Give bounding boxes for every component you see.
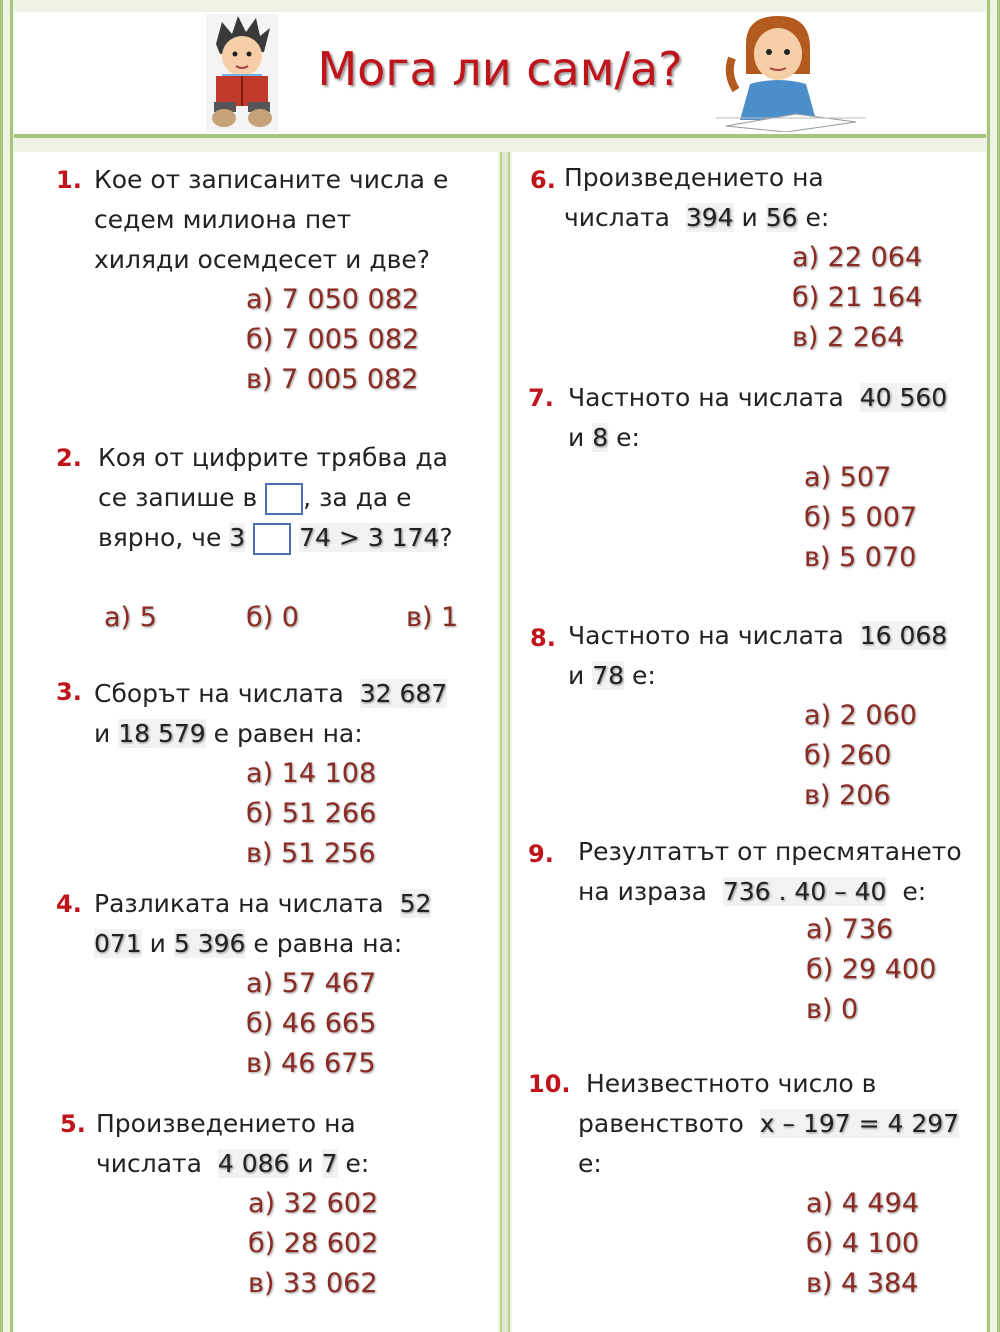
question-text: се запише в <box>98 483 258 512</box>
question-text-line: Произведението на <box>564 163 824 192</box>
question-text: равенството <box>578 1109 744 1138</box>
highlighted-number: 4 086 <box>217 1149 290 1178</box>
question-text-line: Кое от записаните числа е <box>94 165 449 194</box>
answer-option-b[interactable]: б) 0 <box>246 602 299 633</box>
question-text: Сборът на числата <box>94 679 344 708</box>
border-line-left-inner <box>10 0 13 1332</box>
question-text-line: хиляди осемдесет и две? <box>94 245 430 274</box>
question-number: 7. <box>528 384 554 412</box>
answer-option-b[interactable]: б) 5 007 <box>804 502 918 533</box>
question-text-line <box>568 378 947 418</box>
question-text: е: <box>631 661 656 690</box>
question-text-line: седем милиона пет <box>94 205 352 234</box>
answer-option-b[interactable]: б) 46 665 <box>246 1008 377 1039</box>
highlighted-number: 16 068 <box>859 621 948 650</box>
answer-option-b[interactable]: б) 260 <box>804 740 892 771</box>
question-number: 5. <box>60 1110 86 1138</box>
question-text-line <box>578 872 962 912</box>
question-text-line <box>94 924 431 964</box>
question-text-line <box>94 884 431 924</box>
question-8 <box>530 616 982 816</box>
highlighted-number: 3 <box>229 523 246 552</box>
border-line-right-inner <box>987 0 990 1332</box>
question-text: и <box>297 1149 314 1178</box>
answer-box[interactable] <box>253 523 291 555</box>
question-text-line <box>568 418 947 458</box>
highlighted-number: 78 <box>592 661 625 690</box>
border-line-left <box>0 0 3 1332</box>
answer-option-c[interactable]: в) 0 <box>806 994 859 1025</box>
page-title: Мога ли сам/а? <box>317 42 683 96</box>
question-text-line <box>94 674 447 714</box>
highlighted-number: 394 <box>685 203 734 232</box>
answer-option-c[interactable]: в) 5 070 <box>804 542 917 573</box>
highlighted-number: 32 687 <box>359 679 448 708</box>
question-text-line: Неизвестното число в <box>586 1069 877 1098</box>
question-text: е: <box>345 1149 370 1178</box>
question-5 <box>60 1104 496 1304</box>
highlighted-expression: 736 . 40 – 40 <box>722 877 887 906</box>
question-text: и <box>568 661 585 690</box>
question-text-line <box>94 714 447 754</box>
question-number: 10. <box>528 1070 571 1098</box>
highlighted-expression: x – 197 = 4 297 <box>759 1109 960 1138</box>
highlighted-number: 52 <box>399 889 432 918</box>
answer-option-a[interactable]: а) 32 602 <box>248 1188 379 1219</box>
question-text: Частното на числата <box>568 383 844 412</box>
highlighted-number: 071 <box>94 929 142 958</box>
question-text: и <box>149 929 166 958</box>
highlighted-number: 40 560 <box>859 383 948 412</box>
answer-option-c[interactable]: в) 206 <box>804 780 891 811</box>
question-text: вярно, че <box>98 523 222 552</box>
question-text: е: <box>616 423 640 452</box>
question-text: и <box>94 719 111 748</box>
answer-option-b[interactable]: б) 21 164 <box>792 282 923 313</box>
question-text: на израза <box>578 877 707 906</box>
question-1 <box>56 160 496 400</box>
question-7 <box>528 378 982 578</box>
highlighted-number: 5 396 <box>173 929 246 958</box>
question-text-line <box>568 656 947 696</box>
question-number: 9. <box>528 840 554 868</box>
answer-option-a[interactable]: а) 22 064 <box>792 242 923 273</box>
question-text-line: Резултатът от пресмятането <box>578 837 962 866</box>
answer-option-c[interactable]: в) 4 384 <box>806 1268 919 1299</box>
question-text-line <box>98 478 453 518</box>
question-text: е равна на: <box>253 929 403 958</box>
highlighted-number: 8 <box>592 423 609 452</box>
question-text: числата <box>96 1149 202 1178</box>
question-text: Разликата на числата <box>94 889 384 918</box>
question-text-line <box>578 1104 959 1144</box>
question-text: е: <box>805 203 830 232</box>
answer-option-a[interactable]: а) 5 <box>104 602 157 633</box>
question-number: 2. <box>56 444 82 472</box>
question-number: 6. <box>530 166 556 194</box>
highlighted-number: 18 579 <box>118 719 206 748</box>
question-mark: ? <box>439 523 453 552</box>
question-2 <box>56 438 496 638</box>
question-3 <box>56 672 496 872</box>
answer-option-a[interactable]: а) 57 467 <box>246 968 377 999</box>
question-text: и <box>568 423 585 452</box>
answer-option-b[interactable]: б) 29 400 <box>806 954 937 985</box>
answer-option-a[interactable]: а) 7 050 082 <box>246 284 420 315</box>
question-text: числата <box>564 203 670 232</box>
answer-option-b[interactable]: б) 51 266 <box>246 798 377 829</box>
answer-box[interactable] <box>265 483 303 515</box>
answer-option-b[interactable]: б) 7 005 082 <box>246 324 420 355</box>
question-number: 8. <box>530 624 556 652</box>
answer-option-c[interactable]: в) 51 256 <box>246 838 376 869</box>
question-text-line: Коя от цифрите трябва да <box>98 443 448 472</box>
question-text: е равен на: <box>213 719 363 748</box>
answer-option-c[interactable]: в) 46 675 <box>246 1048 376 1079</box>
question-9 <box>528 832 982 1032</box>
question-10 <box>528 1064 982 1304</box>
answer-option-b[interactable]: б) 28 602 <box>248 1228 379 1259</box>
highlighted-number: 7 <box>321 1149 338 1178</box>
question-text-line <box>98 518 453 558</box>
question-text-line: е: <box>578 1149 602 1178</box>
question-text: и <box>741 203 758 232</box>
question-number: 1. <box>56 166 82 194</box>
answer-option-a[interactable]: а) 4 494 <box>806 1188 919 1219</box>
question-text: е: <box>902 877 927 906</box>
question-number: 4. <box>56 890 82 918</box>
answer-option-c[interactable]: в) 1 <box>406 602 459 633</box>
answer-option-c[interactable]: в) 2 264 <box>792 322 905 353</box>
answer-option-c[interactable]: в) 33 062 <box>248 1268 378 1299</box>
highlighted-number: 74 > 3 174 <box>299 523 440 552</box>
question-4 <box>56 884 496 1084</box>
question-text-line <box>564 198 829 238</box>
question-text-line <box>96 1144 369 1184</box>
answer-option-c[interactable]: в) 7 005 082 <box>246 364 419 395</box>
answer-option-a[interactable]: а) 14 108 <box>246 758 377 789</box>
answer-option-b[interactable]: б) 4 100 <box>806 1228 920 1259</box>
highlighted-number: 56 <box>765 203 798 232</box>
question-text: , за да е <box>303 483 412 512</box>
question-number: 3. <box>56 678 82 706</box>
header <box>14 12 986 138</box>
question-text-line: Произведението на <box>96 1109 356 1138</box>
answer-option-a[interactable]: а) 736 <box>806 914 894 945</box>
girl-thinking-illustration <box>706 14 866 132</box>
question-6 <box>530 158 980 358</box>
column-divider <box>500 152 510 1332</box>
question-text-line <box>568 616 947 656</box>
answer-option-a[interactable]: а) 507 <box>804 462 892 493</box>
question-text: Частното на числата <box>568 621 844 650</box>
answer-option-a[interactable]: а) 2 060 <box>804 700 917 731</box>
